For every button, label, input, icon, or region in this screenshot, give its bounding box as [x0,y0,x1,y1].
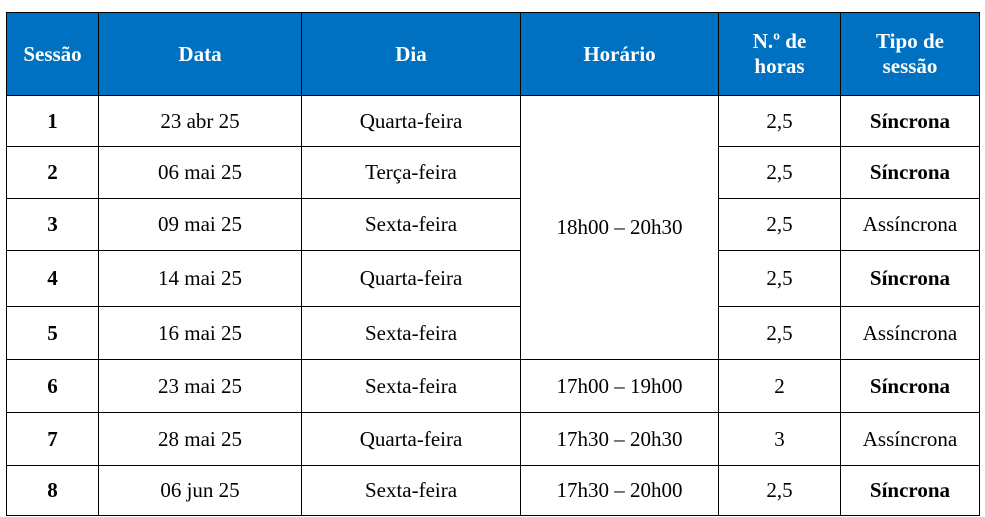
sessao-cell: 4 [7,251,99,307]
data-cell: 06 jun 25 [99,466,302,516]
dia-cell: Quarta-feira [302,96,521,147]
table-row [7,251,980,307]
header-row [7,13,980,96]
sessao-cell: 5 [7,307,99,360]
horas-cell: 2,5 [719,466,841,516]
sessao-cell: 8 [7,466,99,516]
sessions-table [6,12,980,516]
horas-cell: 2,5 [719,96,841,147]
header-dia: Dia [302,13,521,96]
header-horas-line1: N.º de [752,29,807,53]
dia-cell: Sexta-feira [302,199,521,251]
sessao-cell: 6 [7,360,99,413]
horario-cell-merged: 18h00 – 20h30 [521,96,719,360]
horas-cell: 2,5 [719,251,841,307]
dia-cell: Terça-feira [302,147,521,199]
tipo-cell: Síncrona [841,147,980,199]
data-cell: 09 mai 25 [99,199,302,251]
sessao-cell: 7 [7,413,99,466]
table-row [7,307,980,360]
data-cell: 06 mai 25 [99,147,302,199]
table-row [7,360,980,413]
dia-cell: Quarta-feira [302,413,521,466]
data-cell: 14 mai 25 [99,251,302,307]
dia-cell: Sexta-feira [302,466,521,516]
table-row [7,147,980,199]
table-row [7,466,980,516]
horas-cell: 2,5 [719,199,841,251]
data-cell: 28 mai 25 [99,413,302,466]
horario-cell: 17h30 – 20h00 [521,466,719,516]
sessao-cell: 2 [7,147,99,199]
table-row [7,199,980,251]
horario-cell: 17h30 – 20h30 [521,413,719,466]
data-cell: 23 abr 25 [99,96,302,147]
sessao-cell: 1 [7,96,99,147]
horas-cell: 2 [719,360,841,413]
table-row [7,413,980,466]
horas-cell: 2,5 [719,307,841,360]
header-tipo-line1: Tipo de [876,29,944,53]
header-tipo [841,13,980,96]
horas-cell: 3 [719,413,841,466]
tipo-cell: Assíncrona [841,199,980,251]
header-horario: Horário [521,13,719,96]
header-horas [719,13,841,96]
dia-cell: Quarta-feira [302,251,521,307]
header-data: Data [99,13,302,96]
header-tipo-line2: sessão [882,54,938,78]
sessao-cell: 3 [7,199,99,251]
data-cell: 16 mai 25 [99,307,302,360]
tipo-cell: Síncrona [841,251,980,307]
horas-cell: 2,5 [719,147,841,199]
dia-cell: Sexta-feira [302,307,521,360]
tipo-cell: Síncrona [841,466,980,516]
header-sessao: Sessão [7,13,99,96]
tipo-cell: Síncrona [841,96,980,147]
tipo-cell: Assíncrona [841,307,980,360]
tipo-cell: Assíncrona [841,413,980,466]
table-row [7,96,980,147]
tipo-cell: Síncrona [841,360,980,413]
header-horas-line2: horas [754,54,805,78]
data-cell: 23 mai 25 [99,360,302,413]
horario-cell: 17h00 – 19h00 [521,360,719,413]
dia-cell: Sexta-feira [302,360,521,413]
